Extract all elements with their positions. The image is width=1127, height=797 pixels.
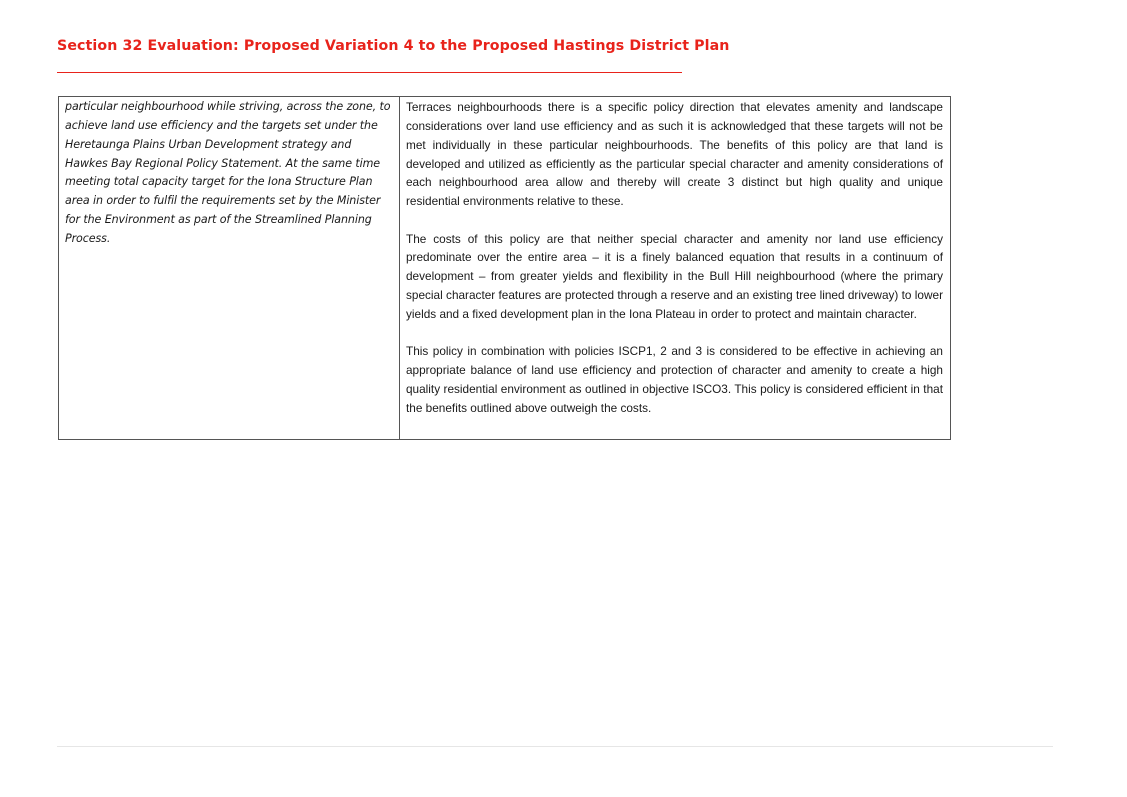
page-header [57, 37, 730, 55]
footer-divider [57, 746, 1053, 747]
left-cell-text: particular neighbourhood while striving, across the zone, to achieve land use efficiency and the targets set under the Heretaunga Plains Urban Development strategy and Hawkes Bay Regional Policy Statement. At the same time meeting total capacity target for the Iona Structure Plan area in order to fulfil the requirements set by the Minister for the Environment as part of the Streamlined Planning Process. [65, 100, 391, 245]
right-cell-paragraph-effectiveness: This policy in combination with policies ISCP1, 2 and 3 is considered to be effective in achieving an appropriate balance of land use efficiency and protection of character and amenity to create a high quality residential environment as outlined in objective ISCO3. This policy is considered efficient in that the benefits outlined above outweigh the costs. [406, 344, 943, 415]
table-cell-right [400, 97, 950, 439]
right-cell-paragraph-costs: The costs of this policy are that neither special character and amenity nor land use efficiency predominate over the entire area – it is a finely balanced equation that results in a continuum of development – from greater yields and flexibility in the Bull Hill neighbourhood (where the primary special character features are protected through a reserve and an existing tree lined driveway) to lower yields and a fixed development plan in the Iona Plateau in order to protect and maintain character. [406, 231, 943, 321]
table-cell-left [59, 97, 400, 439]
right-cell-paragraph-benefits: Terraces neighbourhoods there is a specific policy direction that elevates amenity and landscape considerations over land use efficiency and as such it is acknowledged that these targets will not be met individually in these particular neighbourhoods. The benefits of this policy are that land is developed and utilized as efficiently as the particular special character and amenity considerations of each neighbourhood area allow and thereby will create 3 distinct but high quality and unique residential environments relative to these. [406, 100, 943, 209]
evaluation-table [58, 96, 951, 440]
page-header-title: Section 32 Evaluation: Proposed Variation 4 to the Proposed Hastings District Plan [57, 38, 730, 54]
header-divider [57, 72, 682, 73]
